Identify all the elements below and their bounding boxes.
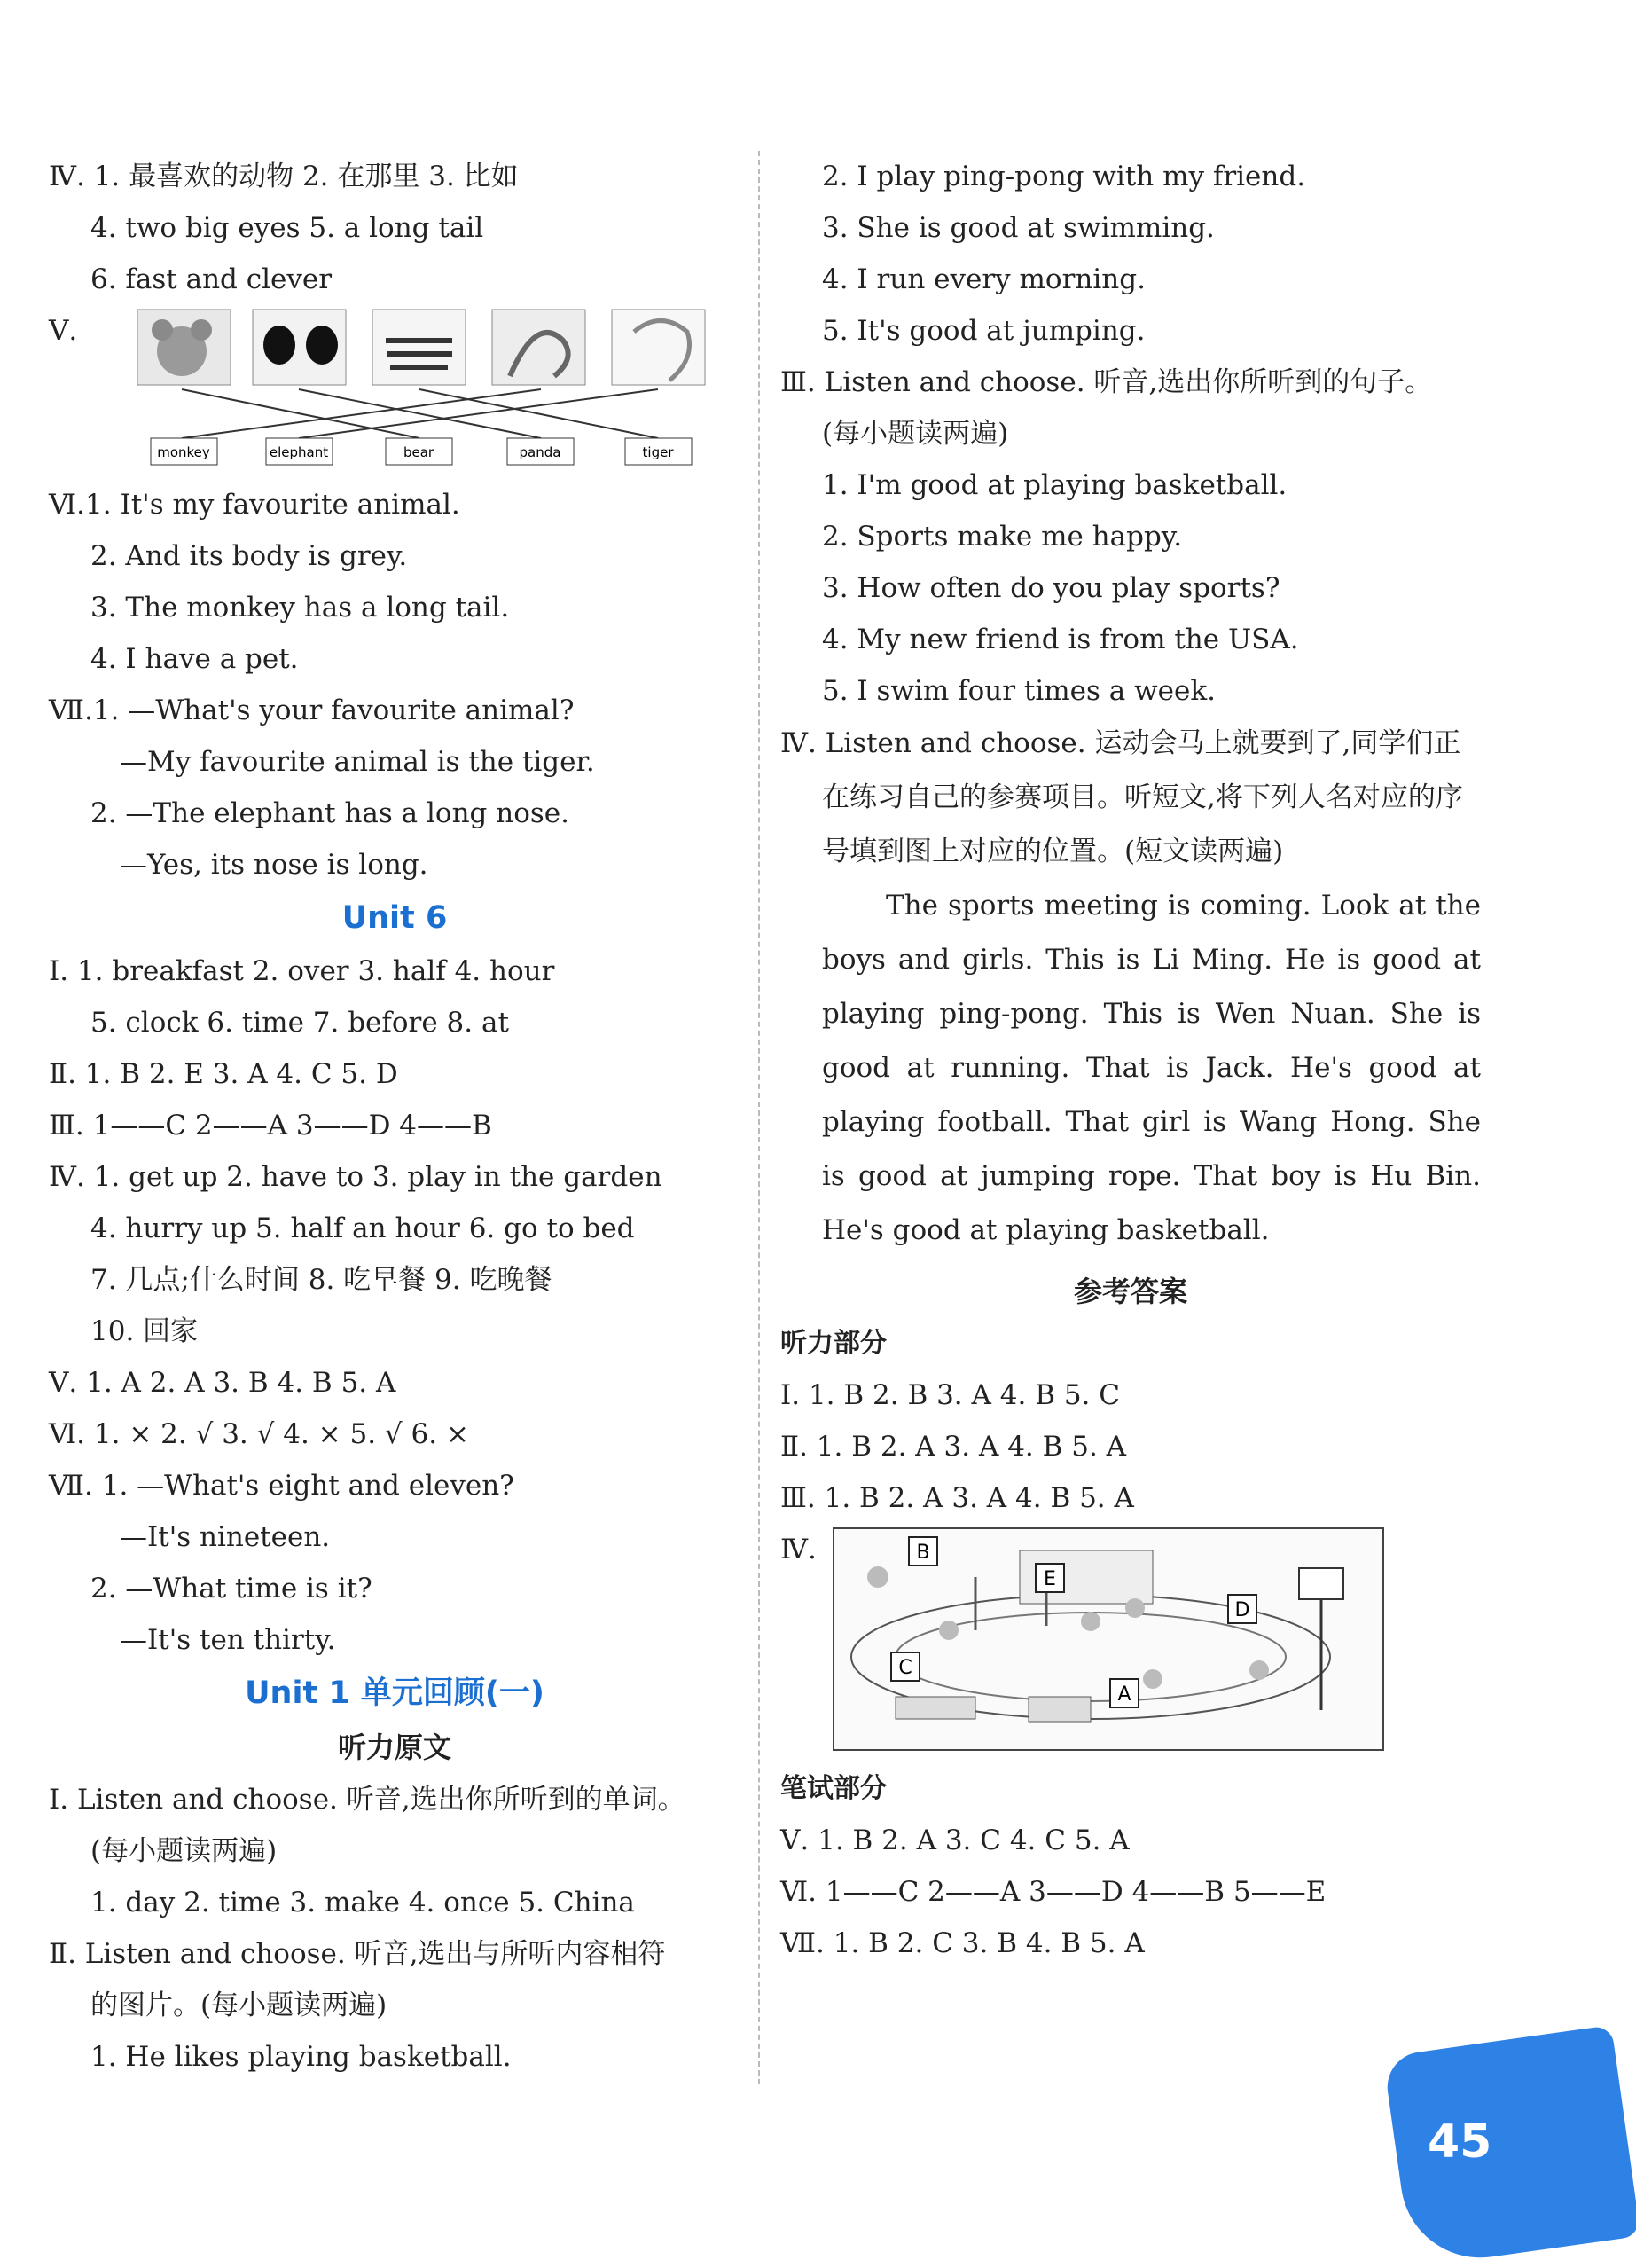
vi-text-1: 1. It's my favourite animal.: [85, 489, 460, 521]
page-number: 45: [1428, 2115, 1492, 2169]
ii-cont-line-1: 2. I play ping-pong with my friend.: [822, 161, 1306, 192]
unit6-vii-line-2: —It's nineteen.: [120, 1521, 331, 1553]
answers-title: 参考答案: [1073, 1275, 1187, 1308]
unit6-iii: Ⅲ. 1——C 2——A 3——D 4——B: [49, 1110, 492, 1142]
answer-i: Ⅰ. 1. B 2. B 3. A 4. B 5. C: [780, 1379, 1120, 1411]
review-ii-line-1: Ⅱ. Listen and choose. 听音,选出与所听内容相符: [49, 1938, 666, 1970]
left-column: [49, 151, 740, 2083]
review-subtitle: 听力原文: [337, 1730, 451, 1764]
unit6-v: Ⅴ. 1. A 2. A 3. B 4. B 5. A: [49, 1367, 396, 1399]
sports-field-figure: [825, 1524, 1392, 1754]
letter-d: D: [1234, 1599, 1250, 1621]
word-bear: bear: [403, 444, 434, 460]
review-ii-line-2: 的图片。(每小题读两遍): [90, 1989, 387, 2021]
answer-vii: Ⅶ. 1. B 2. C 3. B 4. B 5. A: [780, 1927, 1145, 1959]
unit6-iv-line-3: 7. 几点;什么时间 8. 吃早餐 9. 吃晚餐: [90, 1264, 552, 1296]
letter-c: C: [898, 1657, 912, 1679]
vi-line-2: 2. And its body is grey.: [90, 540, 408, 572]
iii-line-7: 5. I swim four times a week.: [822, 675, 1216, 707]
ii-cont-line-3: 4. I run every morning.: [822, 263, 1146, 295]
review-i-line-3: 1. day 2. time 3. make 4. once 5. China: [90, 1887, 635, 1919]
vii-line-2: —My favourite animal is the tiger.: [120, 746, 595, 778]
word-elephant: elephant: [269, 444, 329, 460]
review-ii-line-3: 1. He likes playing basketball.: [90, 2041, 512, 2073]
matching-lines: [182, 389, 658, 438]
unit6-iv-line-2: 4. hurry up 5. half an hour 6. go to bed: [90, 1212, 635, 1244]
vi-line-1: [49, 479, 740, 530]
unit6-vii-line-1: Ⅶ. 1. —What's eight and eleven?: [49, 1470, 514, 1502]
vi-line-3: 3. The monkey has a long tail.: [90, 592, 510, 624]
unit6-vii-line-3: 2. —What time is it?: [90, 1573, 372, 1605]
animal-matching-figure: [93, 305, 714, 474]
unit6-ii: Ⅱ. 1. B 2. E 3. A 4. C 5. D: [49, 1058, 398, 1090]
vi-line-4: 4. I have a pet.: [90, 643, 299, 675]
iii-line-1: Ⅲ. Listen and choose. 听音,选出你所听到的句子。: [780, 366, 1433, 398]
vii-line-1: [49, 685, 740, 736]
word-panda: panda: [519, 444, 561, 460]
listening-title: 听力部分: [780, 1328, 887, 1359]
animal-matching: [49, 305, 740, 479]
unit6-vii-line-4: —It's ten thirty.: [120, 1624, 336, 1656]
word-monkey: monkey: [157, 444, 210, 460]
ii-cont-line-2: 3. She is good at swimming.: [822, 212, 1215, 244]
vii-label: Ⅶ.: [49, 695, 93, 726]
column-divider: [758, 151, 760, 2084]
vii-text-1: 1. —What's your favourite animal?: [92, 695, 575, 726]
review-i-line-2: (每小题读两遍): [90, 1835, 278, 1867]
right-column: [780, 151, 1481, 1969]
letter-e: E: [1044, 1568, 1056, 1590]
answer-iii: Ⅲ. 1. B 2. A 3. A 4. B 5. A: [780, 1482, 1134, 1514]
letter-b: B: [916, 1542, 930, 1564]
iii-line-3: 1. I'm good at playing basketball.: [822, 469, 1288, 501]
word-boxes: [151, 438, 692, 465]
writing-title: 笔试部分: [780, 1773, 887, 1804]
iv-line-2: 4. two big eyes 5. a long tail: [90, 212, 484, 244]
tiger-image: [372, 310, 466, 385]
unit6-title: Unit 6: [341, 900, 448, 936]
iv-passage: The sports meeting is coming. Look at the boys and girls. This is Li Ming. He is good at playing ping-pong. This is Wen Nuan. She is good at running. That is Jack. He's good at playing football. That girl is Wang Hong. She is good at jumping rope. That boy is Hu Bin. He's good at playing basketball.: [822, 890, 1481, 1246]
unit6-iv-line-1: Ⅳ. 1. get up 2. have to 3. play in the garden: [49, 1161, 662, 1193]
answer-vi: Ⅵ. 1——C 2——A 3——D 4——B 5——E: [780, 1876, 1327, 1908]
answer-ii: Ⅱ. 1. B 2. A 3. A 4. B 5. A: [780, 1431, 1127, 1463]
unit6-iv-line-4: 10. 回家: [90, 1315, 199, 1347]
letter-a: A: [1117, 1683, 1131, 1706]
iii-line-2: (每小题读两遍): [822, 418, 1009, 450]
vi-label: Ⅵ.: [49, 489, 86, 521]
review-title: Unit 1 单元回顾(一): [245, 1675, 544, 1711]
iv-line-3: 6. fast and clever: [90, 263, 333, 295]
bear-image: [137, 310, 231, 385]
word-tiger: tiger: [642, 444, 674, 460]
monkey-image: [492, 310, 585, 385]
iii-line-6: 4. My new friend is from the USA.: [822, 624, 1299, 655]
ii-cont-line-4: 5. It's good at jumping.: [822, 315, 1146, 347]
iii-line-5: 3. How often do you play sports?: [822, 572, 1280, 604]
iv-instructions: Ⅳ. Listen and choose. 运动会马上就要到了,同学们正在练习自己的参赛项目。听短文,将下列人名对应的序号填到图上对应的位置。(短文读两遍): [780, 727, 1463, 867]
iv-line-1: Ⅳ. 1. 最喜欢的动物 2. 在那里 3. 比如: [49, 161, 519, 192]
answer-iv: [780, 1524, 1481, 1763]
elephant-image: [612, 310, 705, 385]
review-i-line-1: Ⅰ. Listen and choose. 听音,选出你所听到的单词。: [49, 1784, 685, 1816]
page-number-badge: [1383, 2025, 1636, 2268]
answer-v: Ⅴ. 1. B 2. A 3. C 4. C 5. A: [780, 1825, 1130, 1856]
unit6-vi: Ⅵ. 1. × 2. √ 3. √ 4. × 5. √ 6. ×: [49, 1418, 469, 1450]
iii-line-4: 2. Sports make me happy.: [822, 521, 1183, 553]
v-label: Ⅴ.: [49, 315, 78, 347]
unit6-i-line-1: Ⅰ. 1. breakfast 2. over 3. half 4. hour: [49, 955, 555, 987]
unit6-i-line-2: 5. clock 6. time 7. before 8. at: [90, 1007, 509, 1039]
panda-image: [253, 310, 346, 385]
vii-line-4: —Yes, its nose is long.: [120, 849, 428, 881]
answer-iv-label: Ⅳ.: [780, 1534, 817, 1566]
vii-line-3: 2. —The elephant has a long nose.: [90, 797, 569, 829]
